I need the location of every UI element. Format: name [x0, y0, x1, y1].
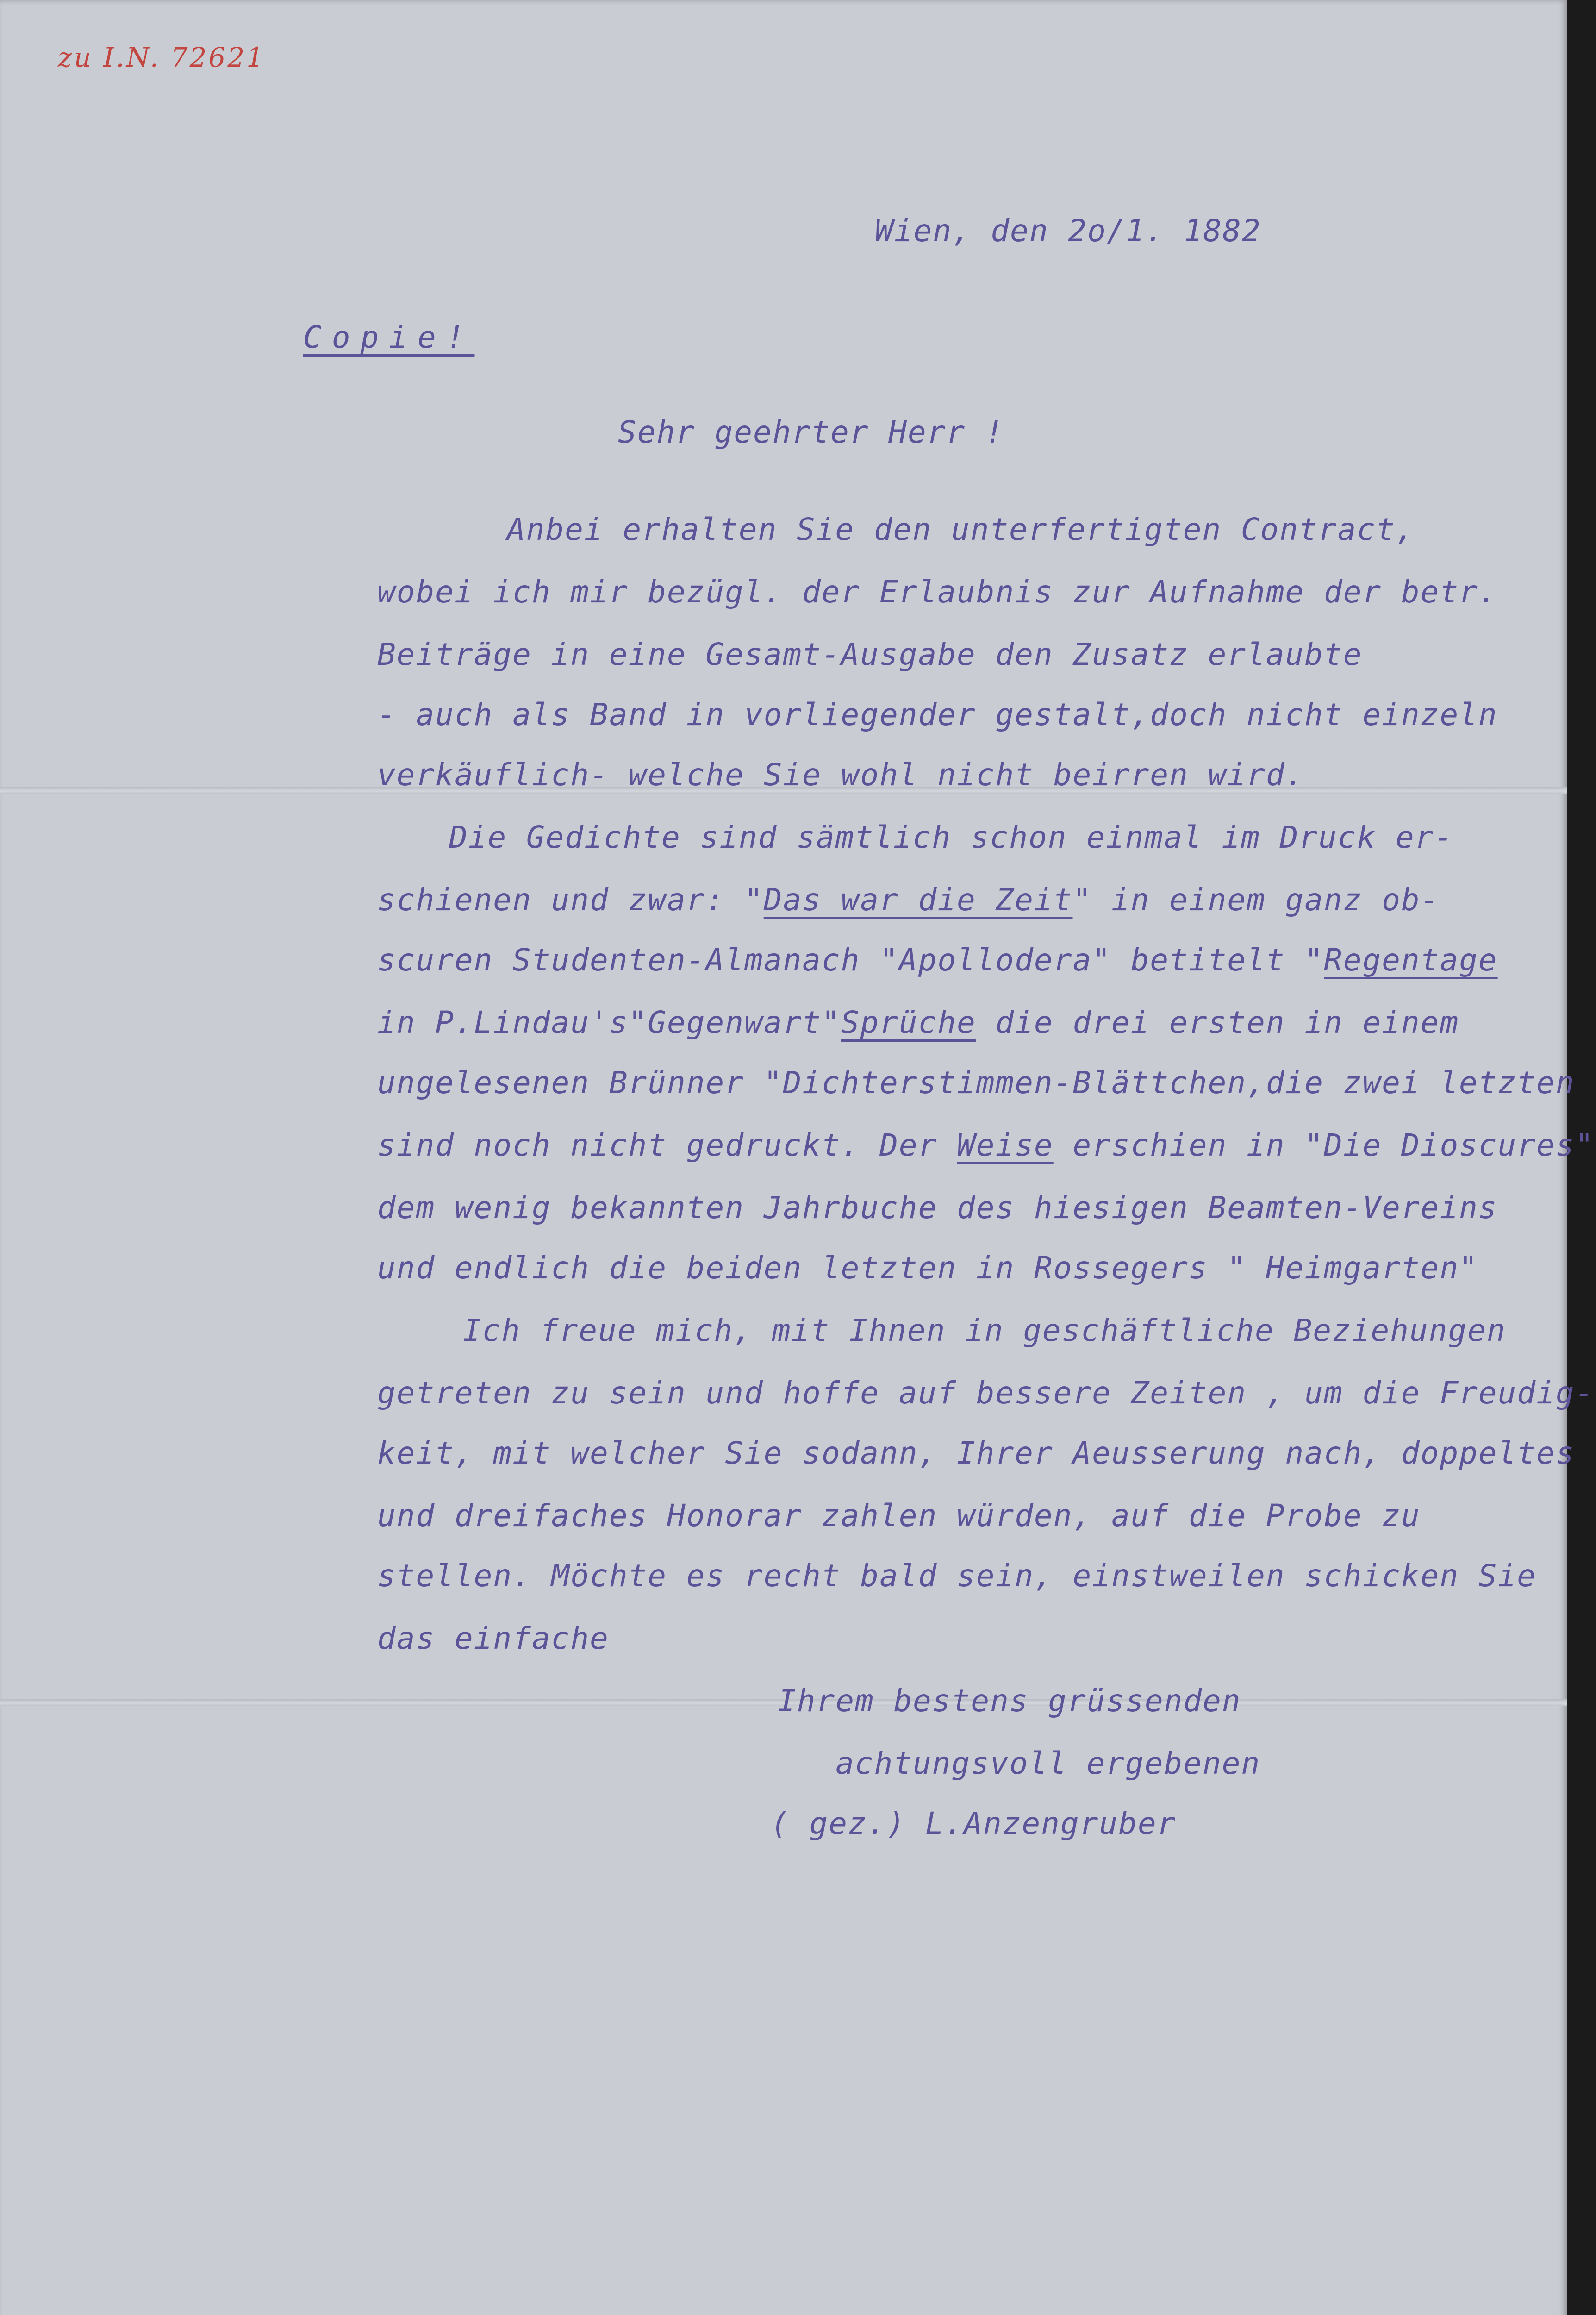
text-run: in P.Lindau's"Gegenwart": [377, 1005, 841, 1040]
underlined-title: Sprüche: [841, 1005, 976, 1040]
text-line: ungelesenen Brünner "Dichterstimmen-Blättchen,die zwei letzten: [377, 1065, 1575, 1101]
text-line: dem wenig bekannten Jahrbuche des hiesigen Beamten-Vereins: [377, 1190, 1498, 1226]
text-run: sind noch nicht gedruckt. Der: [377, 1127, 957, 1163]
text-run: scuren Studenten-Almanach "Apollodera" betitelt ": [377, 942, 1324, 978]
text-run: die drei ersten in einem: [976, 1005, 1459, 1040]
text-line: Anbei erhalten Sie den unterfertigten Contract,: [507, 512, 1415, 547]
text-line: Ich freue mich, mit Ihnen in geschäftliche Beziehungen: [463, 1313, 1506, 1348]
text-run: " in einem ganz ob-: [1072, 882, 1440, 918]
text-line: [377, 942, 1498, 978]
text-line: Die Gedichte sind sämtlich schon einmal im Druck er-: [449, 820, 1454, 855]
archive-mark: zu I.N. 72621: [58, 42, 266, 73]
text-run: erschien in "Die Dioscures": [1053, 1127, 1595, 1163]
text-line: Beiträge in eine Gesamt-Ausgabe den Zusatz erlaubte: [377, 637, 1363, 672]
text-line: verkäuflich- welche Sie wohl nicht beirren wird.: [377, 757, 1305, 793]
signature-line: ( gez.) L.Anzengruber: [771, 1806, 1177, 1841]
underlined-title: Regentage: [1324, 942, 1498, 978]
text-line: getreten zu sein und hoffe auf bessere Zeiten , um die Freudig-: [377, 1375, 1595, 1411]
underlined-title: Weise: [957, 1127, 1054, 1163]
text-line: wobei ich mir bezügl. der Erlaubnis zur Aufnahme der betr.: [377, 574, 1498, 610]
text-run: schienen und zwar: ": [377, 882, 764, 918]
closing-line: Ihrem bestens grüssenden: [778, 1683, 1241, 1719]
date-line: Wien, den 2o/1. 1882: [875, 213, 1261, 249]
text-line: - auch als Band in vorliegender gestalt,doch nicht einzeln: [377, 697, 1498, 732]
text-line: und endlich die beiden letzten in Rossegers " Heimgarten": [377, 1250, 1478, 1286]
copy-label: Copie!: [303, 319, 475, 355]
text-line: [377, 1127, 1594, 1163]
underlined-title: Das war die Zeit: [763, 882, 1073, 918]
closing-line: achtungsvoll ergebenen: [835, 1746, 1261, 1781]
text-line: und dreifaches Honorar zahlen würden, auf die Probe zu: [377, 1498, 1421, 1533]
text-line: stellen. Möchte es recht bald sein, einstweilen schicken Sie: [377, 1558, 1537, 1594]
text-line: das einfache: [377, 1620, 609, 1656]
text-line: [377, 1005, 1459, 1040]
salutation: Sehr geehrter Herr !: [618, 414, 1004, 450]
text-line: keit, mit welcher Sie sodann, Ihrer Aeusserung nach, doppeltes: [377, 1435, 1575, 1471]
text-line: [377, 882, 1440, 918]
